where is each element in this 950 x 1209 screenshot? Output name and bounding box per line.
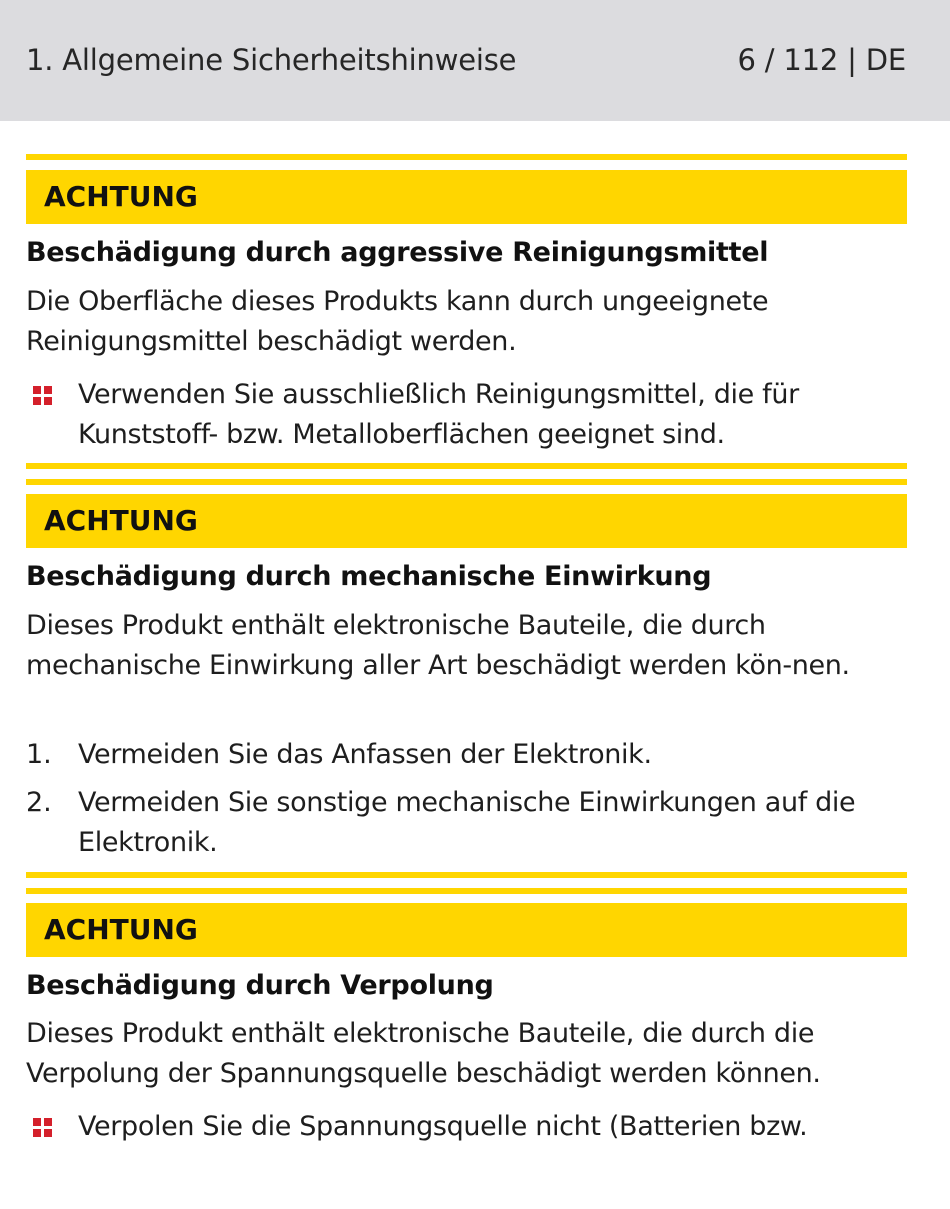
notice-title: Beschädigung durch aggressive Reinigungsmittel: [26, 237, 769, 268]
red-square-bullet-icon: [33, 1118, 53, 1138]
list-item-text: Vermeiden Sie das Anfassen der Elektronik.: [78, 739, 652, 770]
notice-top-rule: [26, 154, 907, 160]
red-square-bullet-icon: [33, 386, 53, 406]
notice-description: Dieses Produkt enthält elektronische Bauteile, die durch mechanische Einwirkung aller Art beschädigt werden kön-nen.: [26, 610, 850, 681]
notice-label: ACHTUNG: [44, 180, 198, 213]
notice-banner: [26, 170, 907, 224]
notice-banner: [26, 494, 907, 548]
list-item: [26, 735, 916, 775]
list-item: [26, 375, 916, 455]
list-item: [26, 783, 916, 863]
page-indicator: 6 / 112 | DE: [737, 43, 906, 77]
notice-description: Dieses Produkt enthält elektronische Bauteile, die durch die Verpolung der Spannungsquelle beschädigt werden können.: [26, 1018, 821, 1089]
list-item-text: Verpolen Sie die Spannungsquelle nicht (Batterien bzw.: [78, 1111, 808, 1142]
notice-title: Beschädigung durch mechanische Einwirkung: [26, 561, 712, 592]
list-item-number: 1.: [26, 739, 52, 770]
list-item-text: Verwenden Sie ausschließlich Reinigungsmittel, die für Kunststoff- bzw. Metalloberflächen geeignet sind.: [78, 379, 799, 450]
notice-top-rule: [26, 888, 907, 894]
notice-top-rule: [26, 479, 907, 485]
notice-bottom-rule: [26, 463, 907, 469]
page-header: [0, 0, 950, 121]
notice-bottom-rule: [26, 872, 907, 878]
list-item: [26, 1107, 916, 1147]
section-title: 1. Allgemeine Sicherheitshinweise: [26, 43, 517, 77]
notice-title: Beschädigung durch Verpolung: [26, 970, 494, 1001]
notice-label: ACHTUNG: [44, 504, 198, 537]
notice-description: Die Oberfläche dieses Produkts kann durch ungeeignete Reinigungsmittel beschädigt werden.: [26, 286, 769, 357]
notice-banner: [26, 903, 907, 957]
list-item-text: Vermeiden Sie sonstige mechanische Einwirkungen auf die Elektronik.: [78, 787, 856, 858]
list-item-number: 2.: [26, 787, 52, 818]
notice-label: ACHTUNG: [44, 913, 198, 946]
